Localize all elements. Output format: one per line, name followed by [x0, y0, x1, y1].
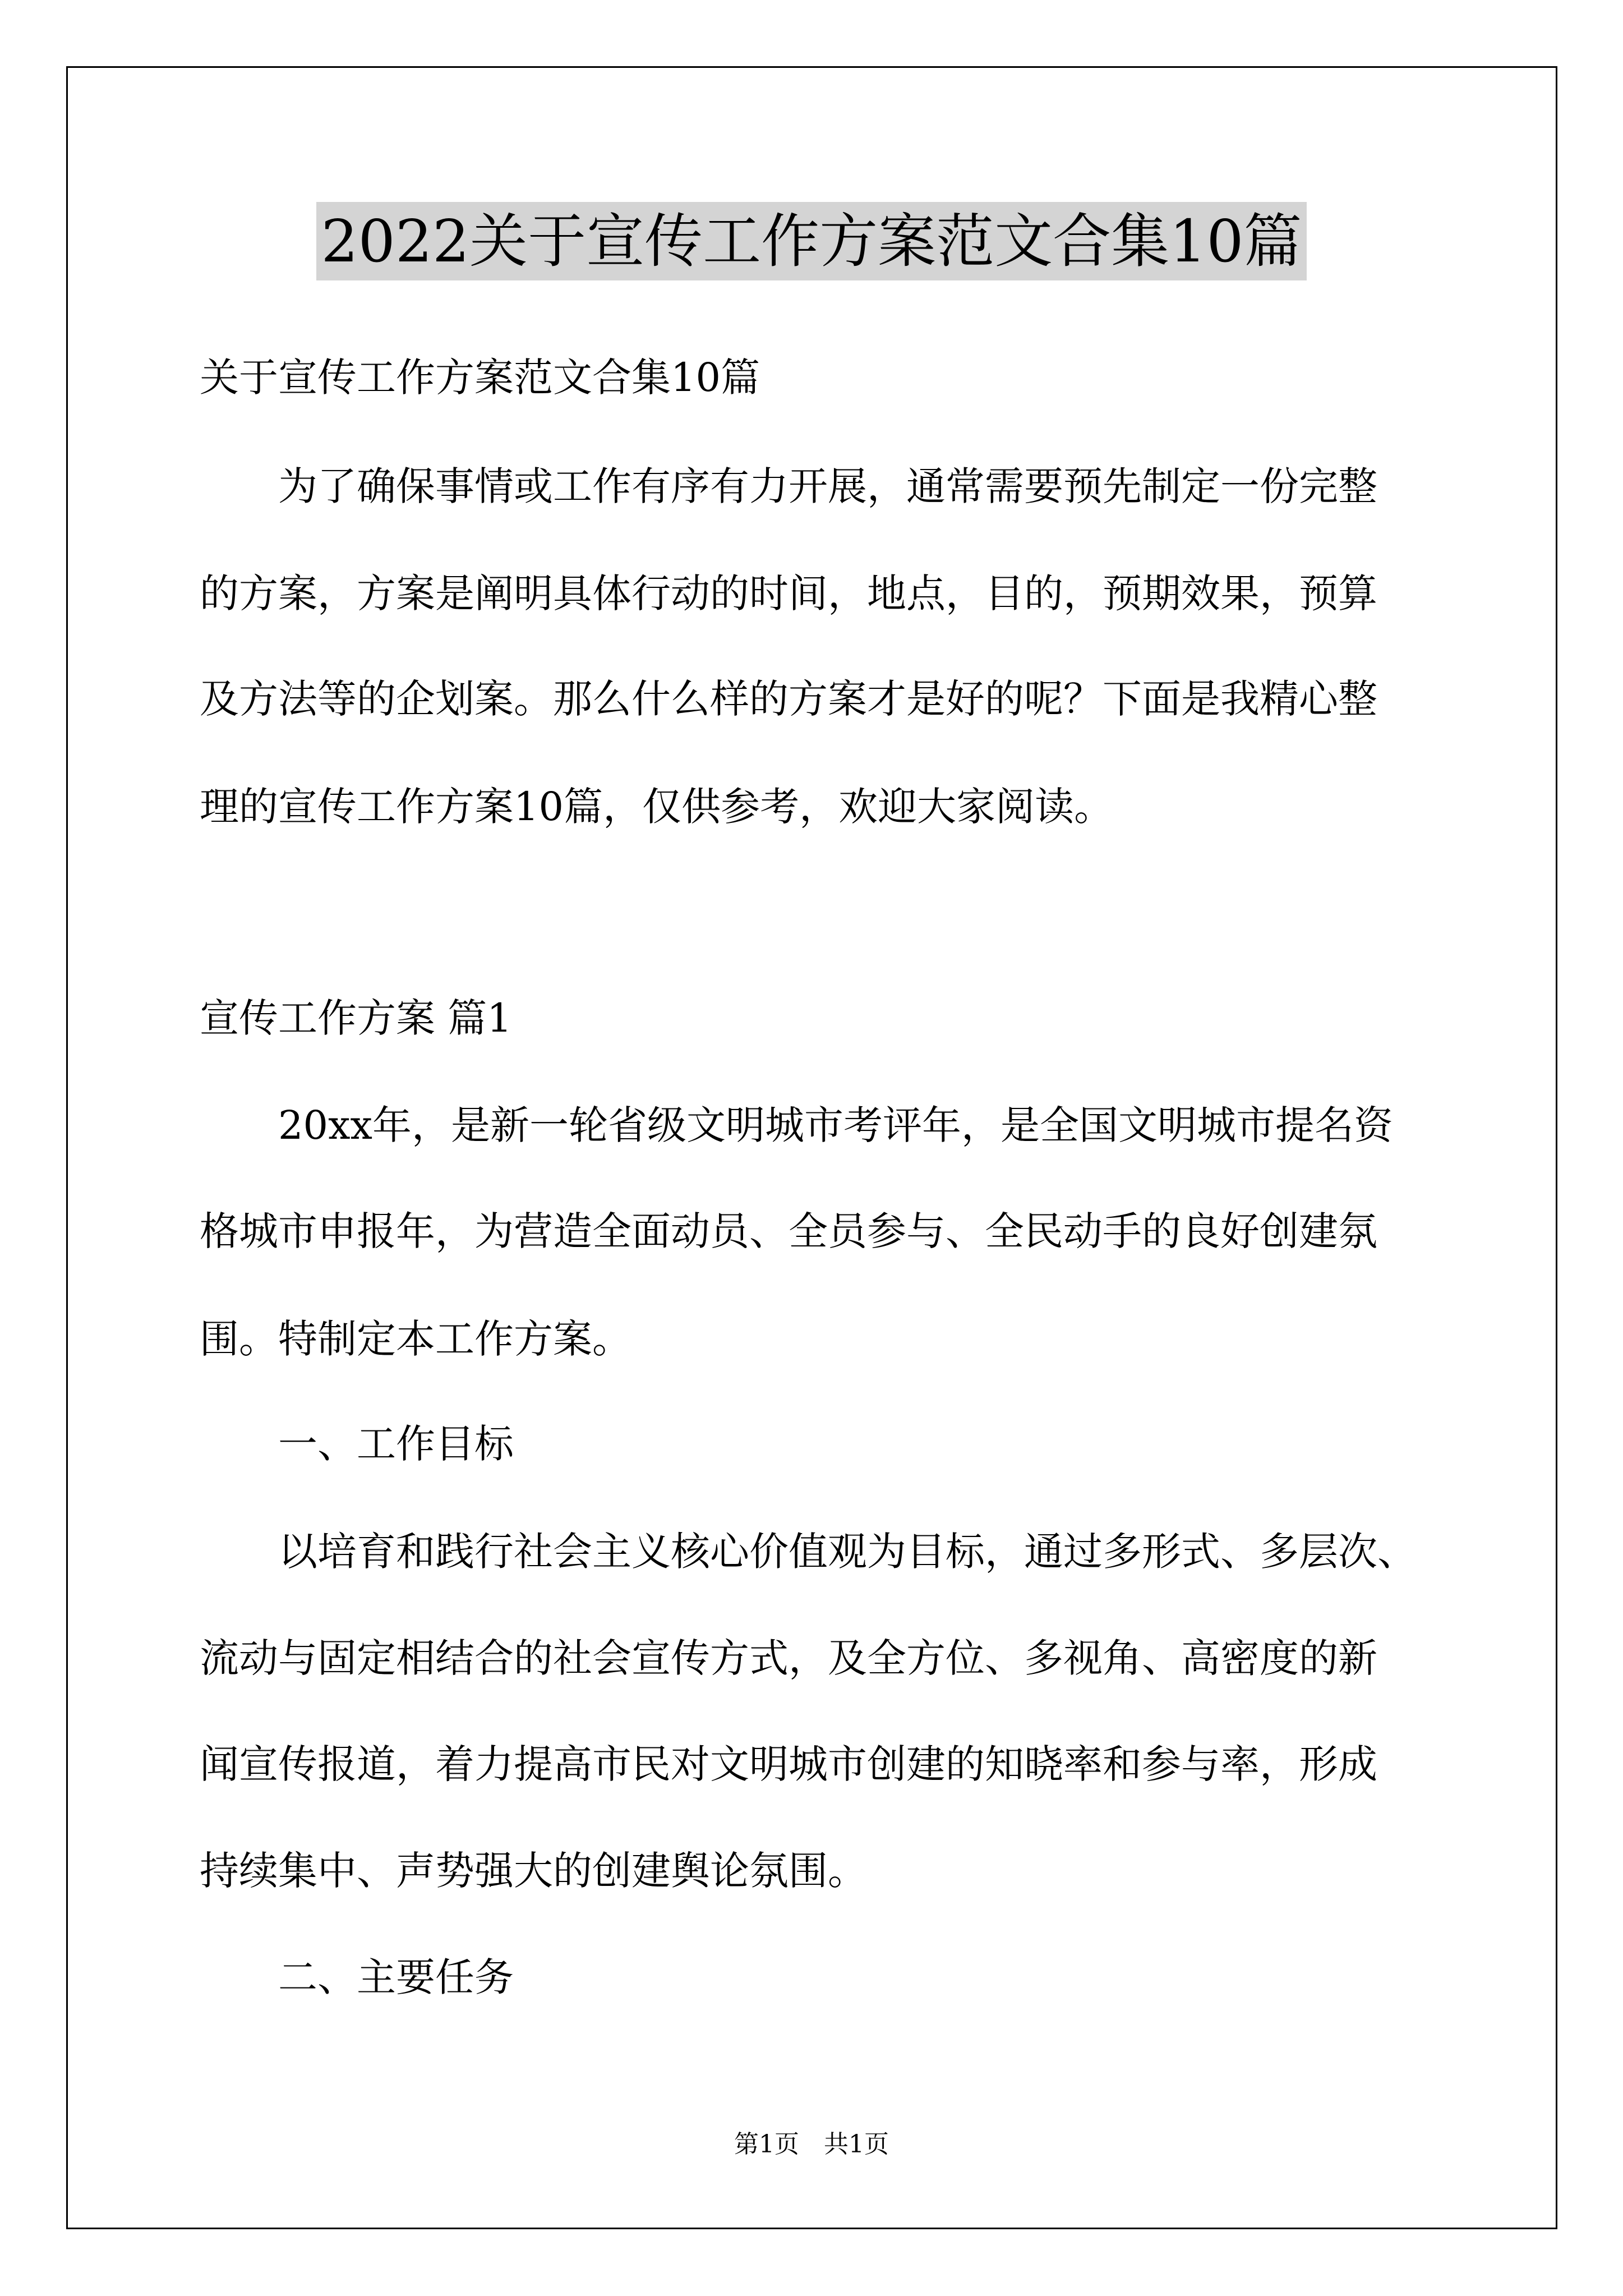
para1-line-2: 格城市申报年，为营造全面动员、全员参与、全民动手的良好创建氛 [200, 1208, 1377, 1254]
page-number: 第1页 共1页 [734, 2130, 889, 2159]
goal-line-3: 闻宣传报道，着力提高市民对文明城市创建的知晓率和参与率，形成 [200, 1741, 1377, 1787]
heading-tasks: 二、主要任务 [278, 1954, 514, 2000]
para1-line-3: 围。特制定本工作方案。 [200, 1316, 631, 1362]
goal-line-1: 以培育和践行社会主义核心价值观为目标，通过多形式、多层次、 [278, 1529, 1417, 1575]
heading-goal: 一、工作目标 [278, 1421, 514, 1467]
goal-line-2: 流动与固定相结合的社会宣传方式，及全方位、多视角、高密度的新 [200, 1635, 1377, 1681]
title-container [0, 202, 1623, 280]
intro-line-4: 理的宣传工作方案10篇，仅供参考，欢迎大家阅读。 [200, 784, 1114, 830]
para1-line-1: 20xx年，是新一轮省级文明城市考评年，是全国文明城市提名资 [278, 1102, 1394, 1148]
intro-line-3: 及方法等的企划案。那么什么样的方案才是好的呢？下面是我精心整 [200, 676, 1377, 722]
document-title: 2022关于宣传工作方案范文合集10篇 [316, 202, 1306, 280]
intro-line-2: 的方案，方案是阐明具体行动的时间，地点，目的，预期效果，预算 [200, 570, 1377, 616]
goal-line-4: 持续集中、声势强大的创建舆论氛围。 [200, 1848, 867, 1894]
document-subtitle: 关于宣传工作方案范文合集10篇 [200, 355, 760, 401]
intro-line-1: 为了确保事情或工作有序有力开展，通常需要预先制定一份完整 [278, 463, 1377, 509]
section-heading: 宣传工作方案 篇1 [200, 995, 512, 1041]
